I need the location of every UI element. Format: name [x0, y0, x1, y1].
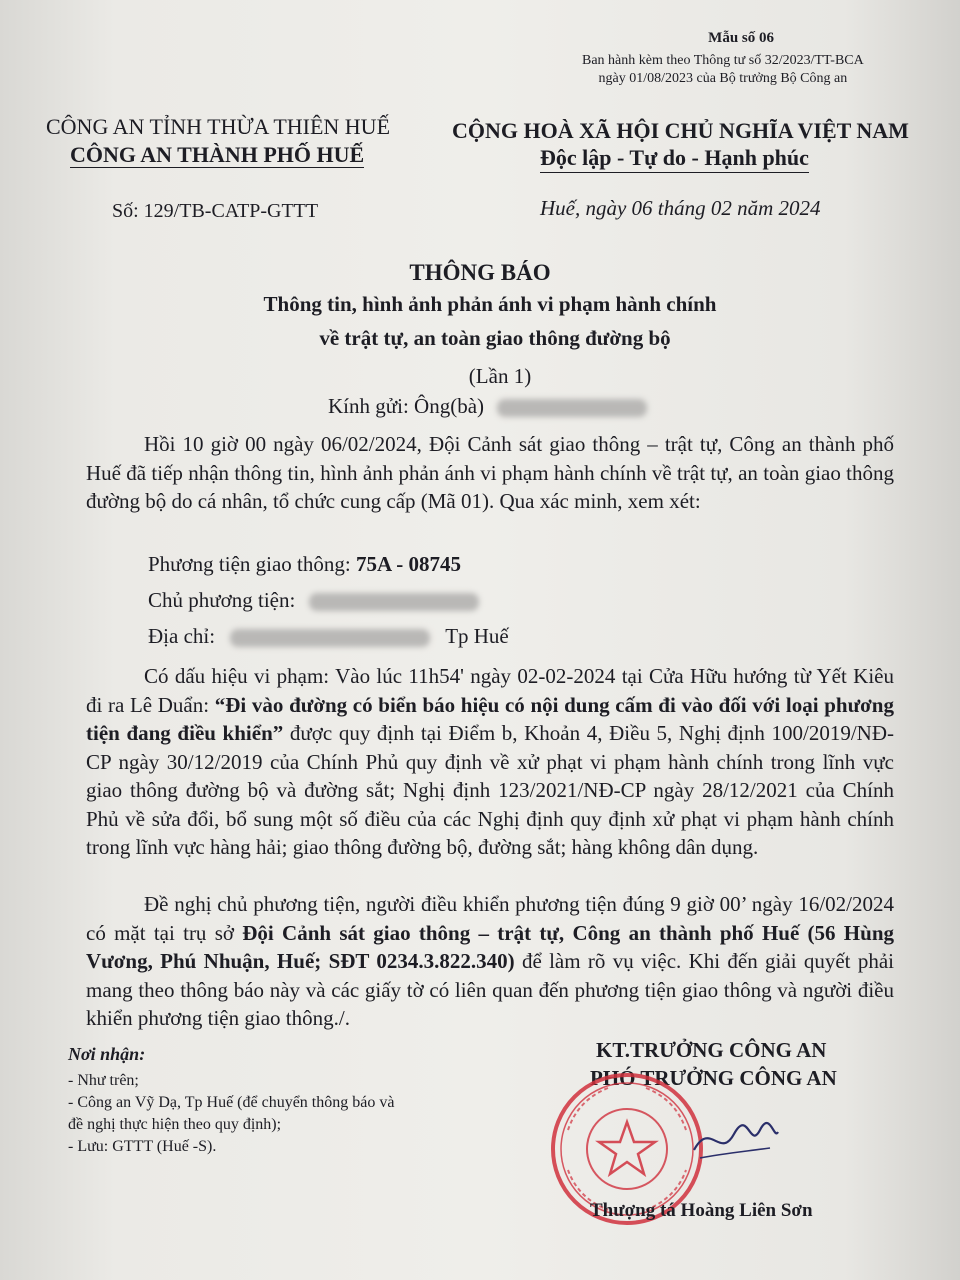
- org-parent: CÔNG AN TỈNH THỪA THIÊN HUẾ: [46, 114, 391, 139]
- recipient-item: - Như trên;: [68, 1072, 139, 1089]
- addressee-label: Kính gửi: Ông(bà): [328, 394, 485, 418]
- owner-label: Chủ phương tiện:: [148, 588, 296, 612]
- national-motto-text: Độc lập - Tự do - Hạnh phúc: [540, 145, 809, 173]
- violation-description: “Đi vào đường có biển báo hiệu có nội dung cấm đi vào đối với loại phương tiện đang điều khiển”: [86, 692, 894, 745]
- vehicle-plate: 75A - 08745: [355, 552, 461, 576]
- owner-line: [148, 588, 479, 613]
- address-line: [148, 624, 509, 649]
- violation-legal-basis: được quy định tại Điểm b, Khoản 4, Điều 5, Nghị định 100/2019/NĐ-CP ngày 30/12/2019 của Chính Phủ quy định về xử phạt vi phạm hành chính trong lĩnh vực giao thông đường bộ và đường sắt; Nghị định 123/2021/NĐ-CP ngày 28/12/2021 của Chính Phủ về sửa đổi, bổ sung một số điều của các Nghị định quy định xử phạt vi phạm hành chính trong lĩnh vực hàng hải; giao thông đường bộ, đường sắt; hàng không dân dụng.: [86, 721, 894, 859]
- recipient-item: - Công an Vỹ Dạ, Tp Huế (để chuyển thông báo và: [68, 1094, 395, 1111]
- recipient-item: đề nghị thực hiện theo quy định);: [68, 1116, 282, 1133]
- form-number: Mẫu số 06: [708, 30, 774, 46]
- org-name: [70, 142, 364, 168]
- request-intro: Đề nghị chủ phương tiện, người điều khiển phương tiện đúng 9 giờ 00’ ngày 16/02/2024 có mặt tại trụ sở: [86, 892, 894, 945]
- document-title: THÔNG BÁO: [409, 260, 551, 285]
- issuance-note-line1: Ban hành kèm theo Thông tư số 32/2023/TT-BCA: [582, 53, 864, 68]
- issuance-note-line2: ngày 01/08/2023 của Bộ trưởng Bộ Công an: [598, 71, 848, 86]
- address-label: Địa chỉ:: [148, 624, 216, 648]
- org-name-text: CÔNG AN THÀNH PHỐ HUẾ: [70, 142, 365, 167]
- paragraph-intro: Hồi 10 giờ 00 ngày 06/02/2024, Đội Cảnh sát giao thông – trật tự, Công an thành phố Huế đã tiếp nhận thông tin, hình ảnh phản ánh vi phạm hành chính về trật tự, an toàn giao thông đường bộ do cá nhân, tổ chức cung cấp (Mã 01). Qua xác minh, xem xét:: [86, 432, 894, 513]
- request-details: để làm rõ vụ việc. Khi đến giải quyết phải mang theo thông báo này và các giấy tờ có liên quan đến phương tiện giao thông và người điều khiển phương tiện giao thông./.: [86, 949, 894, 1030]
- signer-title-2: PHÓ TRƯỞNG CÔNG AN: [590, 1066, 837, 1090]
- address-city: Tp Huế: [445, 624, 509, 648]
- addressee: [328, 394, 647, 419]
- national-motto: [540, 145, 809, 171]
- document-number: Số: 129/TB-CATP-GTTT: [112, 200, 319, 222]
- recipient-item: - Lưu: GTTT (Huế -S).: [68, 1138, 217, 1155]
- recipients-title: Nơi nhận:: [68, 1044, 146, 1064]
- document-subtitle-1: Thông tin, hình ảnh phản ánh vi phạm hành chính: [263, 292, 717, 316]
- vehicle-label: Phương tiện giao thông:: [148, 552, 356, 576]
- paragraph-request: [86, 890, 894, 1033]
- vehicle-line: [148, 552, 461, 577]
- redacted-name: [497, 399, 647, 417]
- violation-intro: Có dấu hiệu vi phạm: Vào lúc 11h54' ngày 02-02-2024 tại Cửa Hữu hướng từ Yết Kiêu đi ra Lê Duẩn:: [86, 664, 894, 717]
- redacted-owner: [309, 593, 479, 611]
- document-date: Huế, ngày 06 tháng 02 năm 2024: [540, 196, 821, 220]
- handwritten-signature-icon: [690, 1110, 780, 1170]
- signer-name: Thượng tá Hoàng Liên Sơn: [590, 1200, 813, 1221]
- signer-title-1: KT.TRƯỞNG CÔNG AN: [596, 1038, 827, 1062]
- document-subtitle-2: về trật tự, an toàn giao thông đường bộ: [319, 326, 671, 350]
- paragraph-violation: [86, 662, 894, 862]
- national-title: CỘNG HOÀ XÃ HỘI CHỦ NGHĨA VIỆT NAM: [452, 118, 909, 143]
- notice-count: (Lần 1): [468, 364, 532, 388]
- redacted-address: [230, 629, 430, 647]
- issuance-note: [582, 52, 864, 88]
- request-location: Đội Cảnh sát giao thông – trật tự, Công an thành phố Huế (56 Hùng Vương, Phú Nhuận, Huế; SĐT 0234.3.822.340): [86, 920, 895, 973]
